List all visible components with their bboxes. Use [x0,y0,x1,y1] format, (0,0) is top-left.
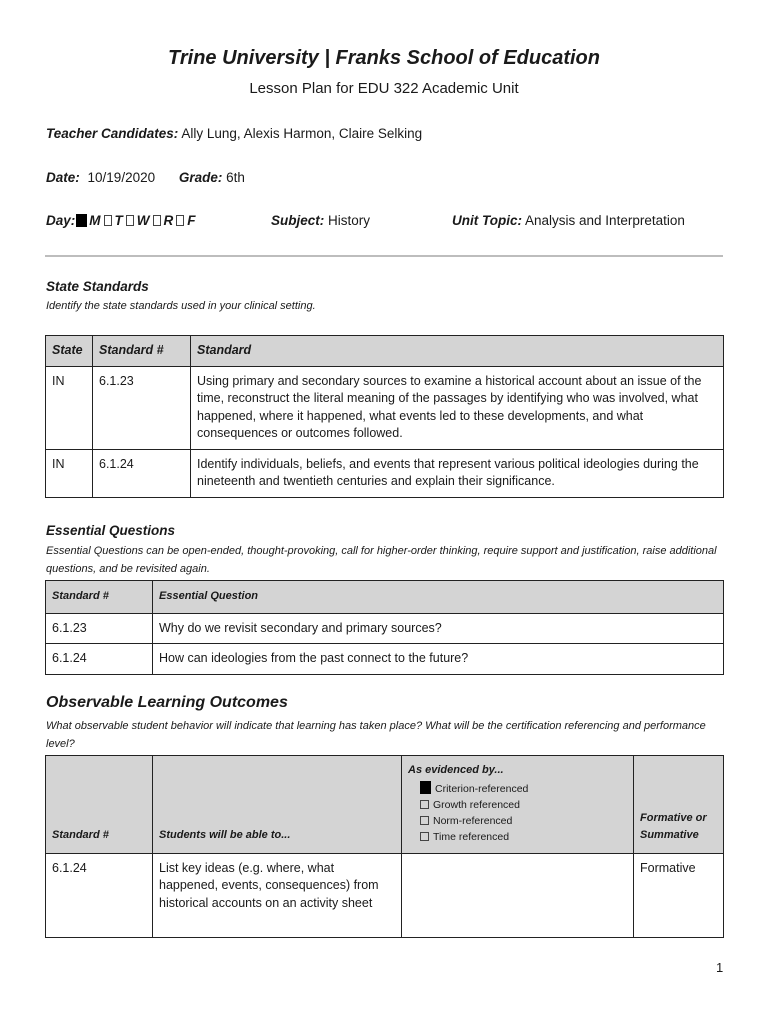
evidence-option-label: Time referenced [433,830,510,843]
evidenced-by-header [402,756,634,854]
checkbox-icon[interactable] [420,816,429,825]
evidence-option[interactable] [408,797,627,813]
date-label: Date: [46,170,80,185]
table-row [46,644,724,675]
standard-text-cell: Using primary and secondary sources to examine a historical account about an issue of the time, reconstruct the literal meaning of the passages by identifying who was involved, what happened, where it happened, what events led to these developments, and what consequences or outcomes followed. [191,366,724,449]
grade-value: 6th [226,170,245,185]
column-header: Students will be able to... [153,756,402,854]
questions-table [45,580,724,675]
table-header-row [46,756,724,854]
section-divider [45,255,723,257]
unit-topic-field [452,213,685,228]
standard-number-cell: 6.1.24 [93,449,191,497]
day-monday: M [89,213,101,228]
day-checkbox[interactable] [126,215,134,226]
date-value: 10/19/2020 [87,170,156,185]
date-grade-line [46,170,245,185]
questions-heading: Essential Questions [46,523,176,538]
unit-topic-value: Analysis and Interpretation [525,213,685,228]
outcomes-table [45,755,724,938]
subject-label: Subject: [271,213,325,228]
standards-table [45,335,724,498]
evidence-option-label: Growth referenced [433,798,520,811]
day-line [46,213,197,228]
table-row [46,449,724,497]
evidence-cell [402,853,634,937]
state-cell: IN [46,449,93,497]
day-label: Day: [46,213,76,228]
standard-number-cell: 6.1.24 [46,644,153,675]
standard-number-cell: 6.1.24 [46,853,153,937]
day-checkbox[interactable] [153,215,161,226]
standard-number-cell: 6.1.23 [93,366,191,449]
column-header: State [46,336,93,367]
column-header: Essential Question [153,581,724,614]
column-header: Standard # [93,336,191,367]
questions-note: Essential Questions can be open-ended, thought-provoking, call for higher-order thinking, require support and justification, raise additional questions, and be revisited again. [46,545,717,575]
teacher-candidates-line [46,126,422,141]
question-cell: Why do we revisit secondary and primary sources? [153,613,724,644]
column-header: Standard # [46,756,153,854]
state-cell: IN [46,366,93,449]
standards-heading: State Standards [46,279,149,294]
checkbox-checked-icon[interactable] [420,781,431,794]
page-title: Trine University | Franks School of Education [168,47,600,69]
teacher-candidates-value: Ally Lung, Alexis Harmon, Claire Selking [181,126,423,141]
table-row [46,613,724,644]
day-thursday: R [163,213,174,228]
table-row [46,366,724,449]
day-checkbox[interactable] [176,215,184,226]
evidence-option-label: Criterion-referenced [435,782,529,795]
day-friday: F [187,213,196,228]
outcomes-heading: Observable Learning Outcomes [46,694,288,711]
evidence-option-label: Norm-referenced [433,814,513,827]
day-checkbox[interactable] [104,215,112,226]
subject-field [271,213,370,228]
day-tuesday: T [114,213,123,228]
checkbox-icon[interactable] [420,800,429,809]
day-checkbox-checked[interactable] [76,214,87,227]
question-cell: How can ideologies from the past connect to the future? [153,644,724,675]
standards-note: Identify the state standards used in your clinical setting. [46,300,316,312]
standard-number-cell: 6.1.23 [46,613,153,644]
column-header: Standard # [46,581,153,614]
page-subtitle: Lesson Plan for EDU 322 Academic Unit [249,80,519,97]
subject-value: History [328,213,371,228]
table-row [46,853,724,937]
column-header: Formative or Summative [634,756,724,854]
page-number: 1 [716,960,724,975]
table-header-row [46,336,724,367]
column-header: Standard [191,336,724,367]
teacher-candidates-label: Teacher Candidates: [46,126,179,141]
day-wednesday: W [136,213,150,228]
evidence-option[interactable] [408,829,627,845]
standard-text-cell: Identify individuals, beliefs, and events that represent various political ideologies during the nineteenth and twentieth centuries and explain their significance. [191,449,724,497]
table-header-row [46,581,724,614]
evidence-option[interactable] [408,781,627,797]
checkbox-icon[interactable] [420,832,429,841]
objective-cell: List key ideas (e.g. where, what happened, events, consequences) from historical accounts on an activity sheet [153,853,402,937]
outcomes-note: What observable student behavior will indicate that learning has taken place? What will be the certification referencing and performance level? [46,720,706,750]
grade-label: Grade: [178,170,223,185]
evidence-options [408,781,627,845]
evidenced-by-label: As evidenced by... [408,764,504,776]
assessment-type-cell: Formative [634,853,724,937]
unit-topic-label: Unit Topic: [452,213,522,228]
evidence-option[interactable] [408,813,627,829]
